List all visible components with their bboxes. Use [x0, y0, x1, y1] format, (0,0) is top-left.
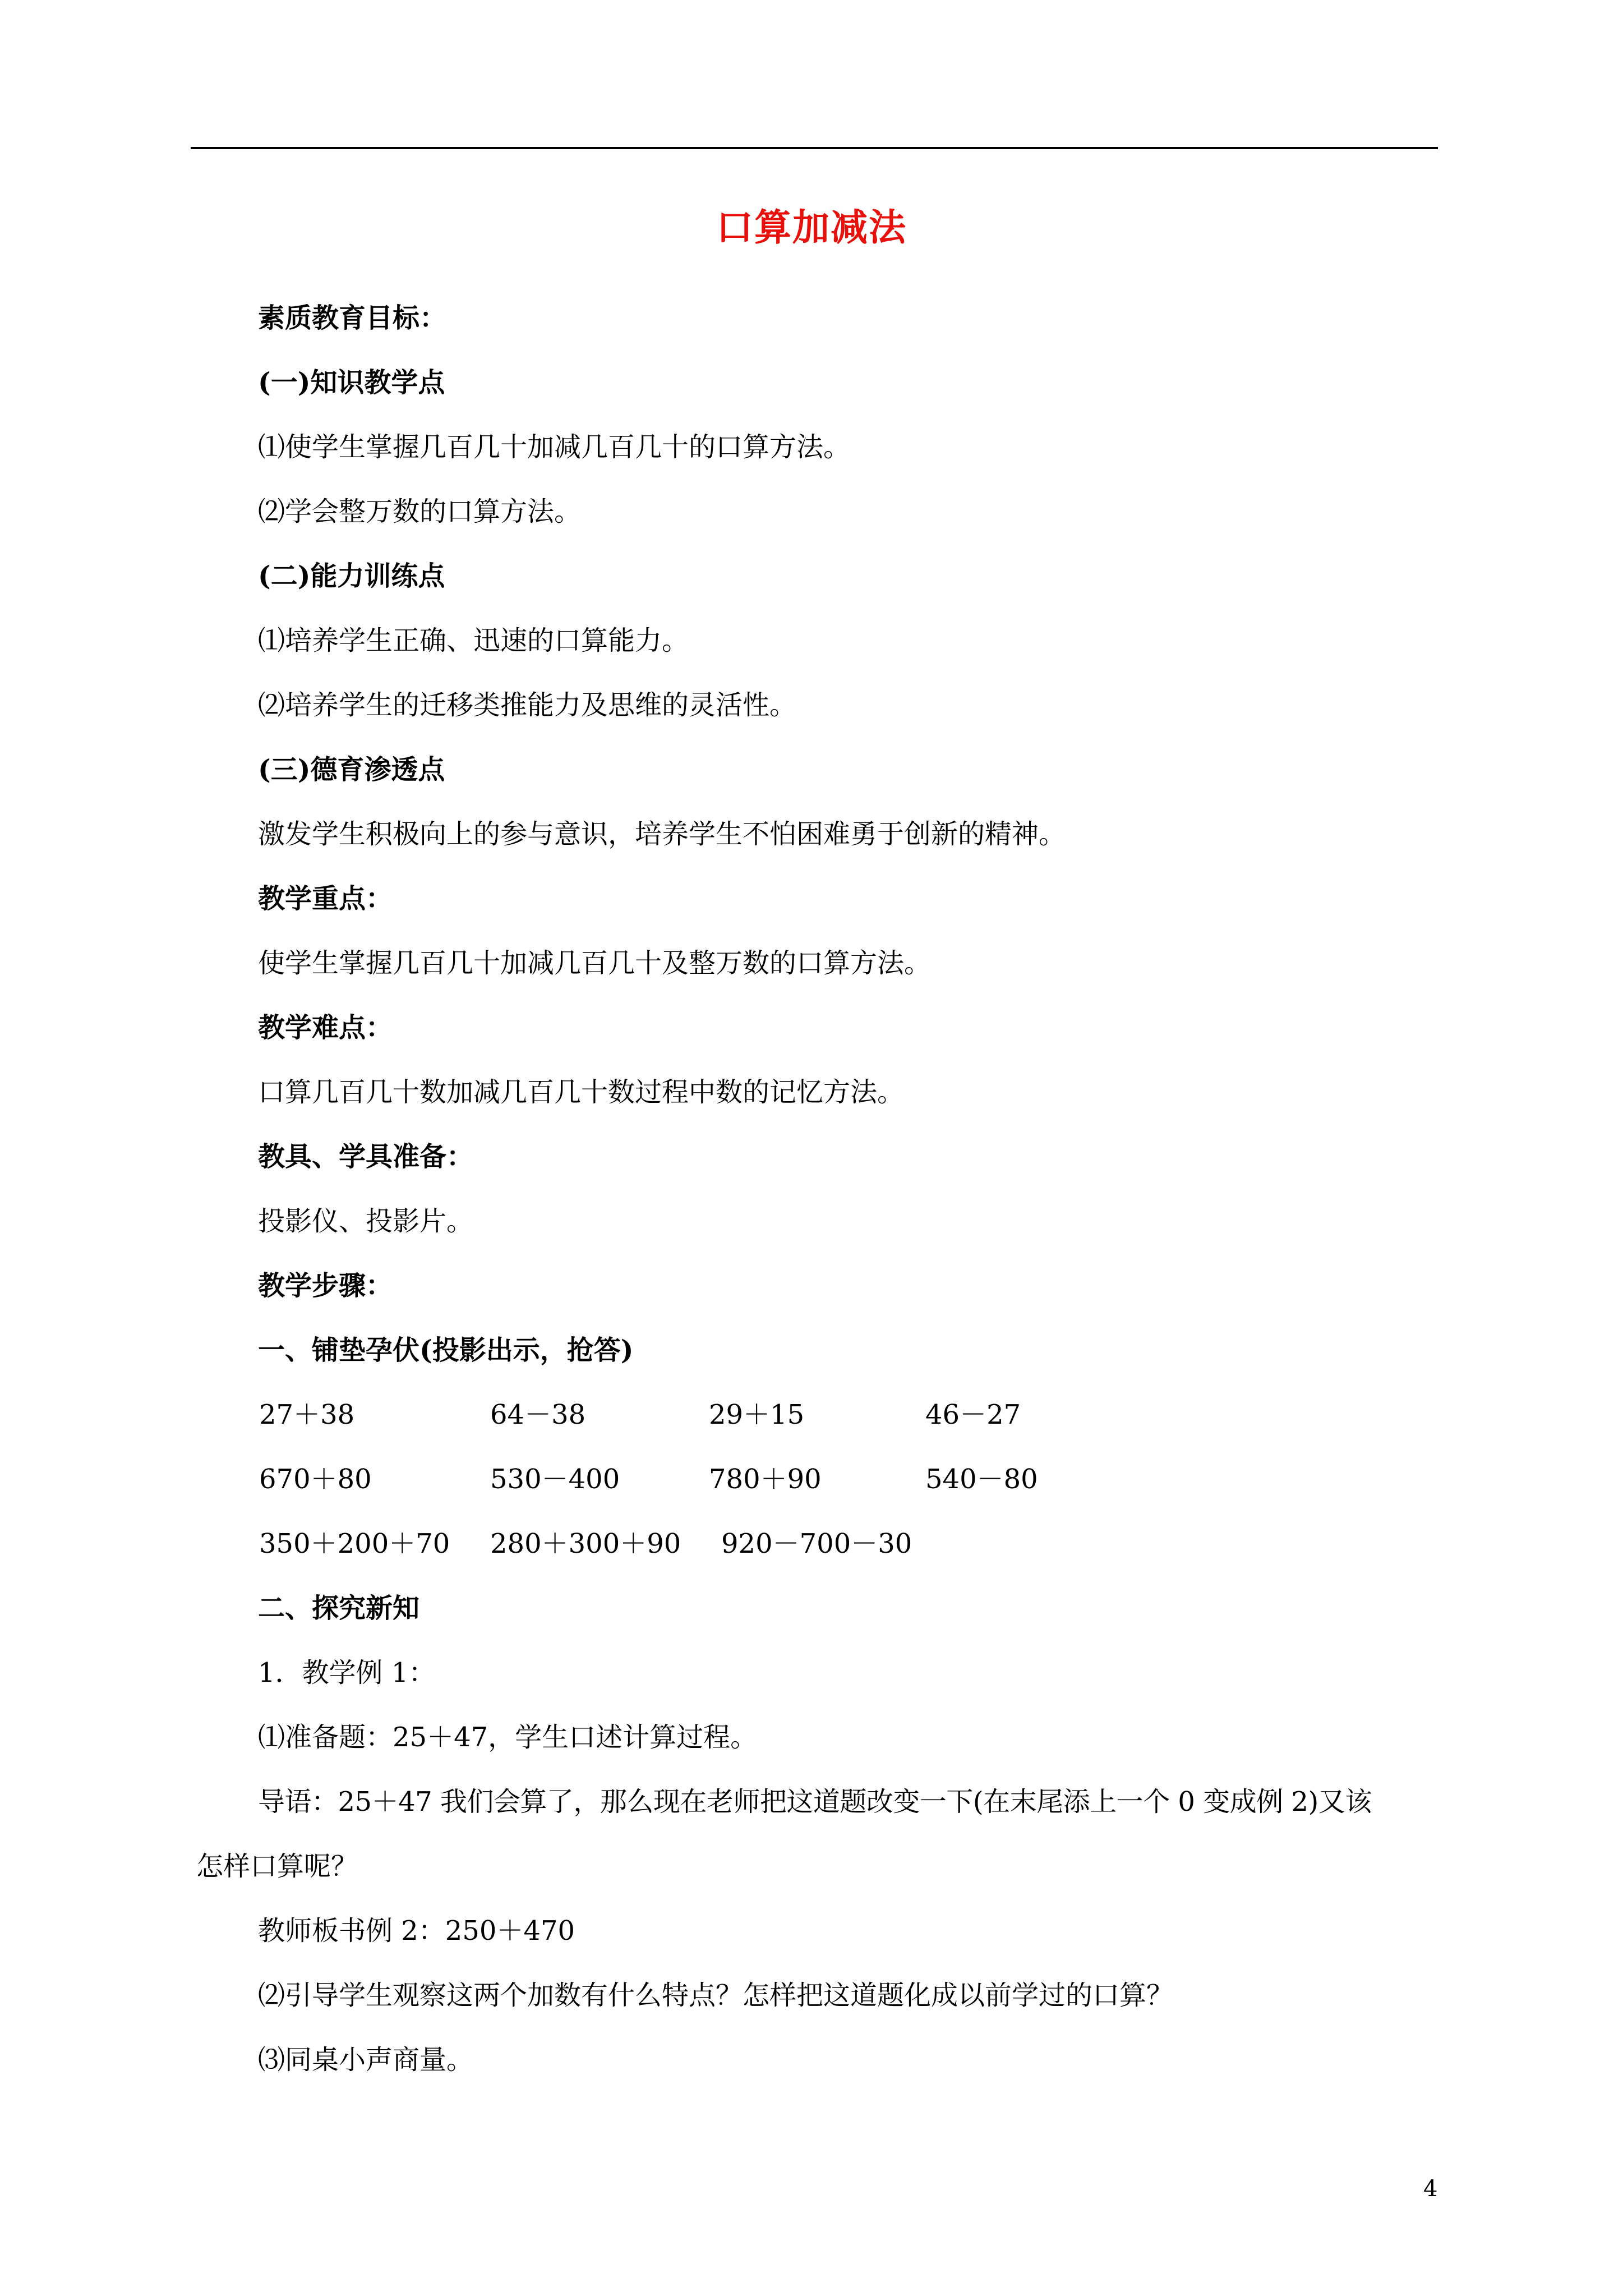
paragraph-line: ⑴准备题：25＋47，学生口述计算过程。 [258, 1722, 758, 1753]
exercise-item: 27＋38 [259, 1399, 355, 1430]
heading-key-points: 教学重点： [258, 883, 393, 914]
heading-knowledge-points: (一)知识教学点 [258, 367, 445, 398]
paragraph-line: 教师板书例 2：250＋470 [258, 1915, 575, 1947]
heading-materials: 教具、学具准备： [258, 1141, 474, 1172]
paragraph-line: ⑵学会整万数的口算方法。 [258, 496, 582, 527]
paragraph-line: 使学生掌握几百几十加减几百几十及整万数的口算方法。 [258, 947, 932, 979]
heading-quality-goals: 素质教育目标： [258, 302, 447, 334]
exercise-item: 29＋15 [709, 1399, 805, 1430]
page-number: 4 [1423, 2176, 1438, 2202]
header-rule [191, 147, 1438, 149]
exercise-item: 540－80 [925, 1464, 1038, 1495]
heading-difficulties: 教学难点： [258, 1012, 393, 1043]
exercise-item: 780＋90 [709, 1464, 822, 1495]
exercise-item: 280＋300＋90 [490, 1528, 681, 1559]
paragraph-line: 1．教学例 1： [258, 1657, 436, 1688]
paragraph-line: ⑴使学生掌握几百几十加减几百几十的口算方法。 [258, 431, 851, 463]
heading-step-one: 一、铺垫孕伏(投影出示，抢答) [258, 1335, 634, 1366]
paragraph-line: ⑴培养学生正确、迅速的口算能力。 [258, 625, 689, 656]
heading-teaching-steps: 教学步骤： [258, 1270, 393, 1301]
paragraph-line: 激发学生积极向上的参与意识，培养学生不怕困难勇于创新的精神。 [258, 818, 1066, 850]
paragraph-line: 投影仪、投影片。 [258, 1205, 474, 1237]
paragraph-line: 怎样口算呢？ [196, 1851, 358, 1882]
document-title: 口算加减法 [716, 205, 907, 249]
exercise-item: 46－27 [925, 1399, 1021, 1430]
paragraph-line: ⑵培养学生的迁移类推能力及思维的灵活性。 [258, 689, 797, 721]
exercise-item: 670＋80 [259, 1464, 372, 1495]
exercise-item: 920－700－30 [721, 1528, 912, 1559]
heading-step-two: 二、探究新知 [258, 1593, 420, 1624]
paragraph-line: 导语：25＋47 我们会算了，那么现在老师把这道题改变一下(在末尾添上一个 0 变成例 2)又该 [258, 1786, 1372, 1818]
exercise-item: 530－400 [490, 1464, 620, 1495]
paragraph-line: ⑵引导学生观察这两个加数有什么特点？怎样把这道题化成以前学过的口算？ [258, 1980, 1174, 2011]
exercise-item: 64－38 [490, 1399, 586, 1430]
heading-moral-points: (三)德育渗透点 [258, 754, 445, 785]
heading-ability-points: (二)能力训练点 [258, 560, 445, 592]
exercise-item: 350＋200＋70 [259, 1528, 450, 1559]
paragraph-line: ⑶同桌小声商量。 [258, 2044, 474, 2076]
paragraph-line: 口算几百几十数加减几百几十数过程中数的记忆方法。 [258, 1076, 905, 1108]
